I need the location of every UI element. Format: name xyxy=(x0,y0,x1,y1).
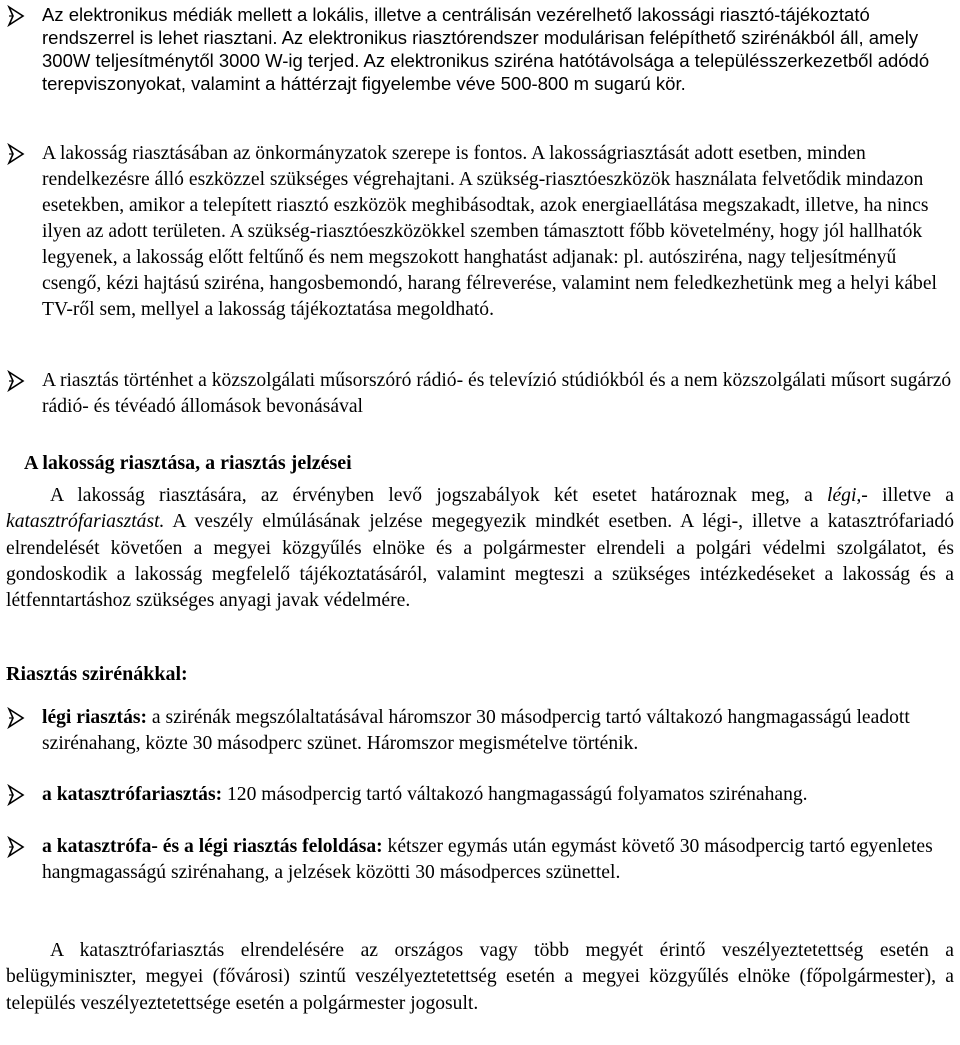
arrowhead-bullet-icon xyxy=(6,784,26,806)
bullet-bold-term: a katasztrófariasztás: xyxy=(42,784,223,805)
arrowhead-bullet-icon xyxy=(6,370,26,392)
bullet-text: A riasztás történhet a közszolgálati műsorszóró rádió- és televízió stúdiókból és a nem közszolgálati műsort sugárzó rádió- és tévéadó állomások bevonásával xyxy=(42,370,952,417)
arrowhead-bullet-icon xyxy=(6,836,26,858)
bullet-description: a szirénák megszólaltatásával háromszor 30 másodpercig tartó váltakozó hangmagasságú leadott szirénahang, közte 30 másodperc szünet. Háromszor megismételve történik. xyxy=(42,707,910,754)
bullet-bold-term: a katasztrófa- és a légi riasztás feloldása: xyxy=(42,836,383,857)
bullet-item xyxy=(6,3,956,95)
final-para-text: A katasztrófariasztás elrendelésére az országos vagy több megyét érintő veszélyeztetettség esetén a belügyminiszter, megyei (fővárosi) szintű veszélyeztetettség esetén a megyei közgyűlés elnöke (főpolgármester), a település veszélyeztetettsége esetén a polgármester jogosult. xyxy=(6,940,954,1014)
para-text-end: A veszély elmúlásának jelzése megegyezik mindkét esetben. A légi-, illetve a katasztrófariadó elrendelését követően a megyei közgyűlés elnöke és a polgármester elrendeli a polgári védelmi szolgálatot, és gondoskodik a lakosság megfelelő tájékoztatásáról, valamint megteszi a szükséges intézkedéseket a lakosság és a létfenntartáshoz szükséges anyagi javak védelmére. xyxy=(6,511,954,612)
bullet-item xyxy=(6,141,956,323)
bullet-text xyxy=(42,705,956,757)
bullet-text: Az elektronikus médiák mellett a lokális, illetve a centrálisán vezérelhető lakossági riasztó-tájékoztató rendszerrel is lehet riasztani. Az elektronikus riasztórendszer modulárisan felépíthető szirénákból áll, amely 300W teljesítménytől 3000 W-ig terjed. Az elektronikus sziréna hatótávolsága a településszerkezetből adódó terepviszonyokat, valamint a háttérzajt figyelembe véve 500-800 m sugarú kör. xyxy=(42,4,930,94)
para-text-mid: illetve a xyxy=(867,485,954,506)
body-paragraph xyxy=(6,483,954,614)
arrowhead-bullet-icon xyxy=(6,143,26,165)
para-italic-katasztrofa: katasztrófariasztást. xyxy=(6,511,165,533)
bullet-bold-term: légi riasztás: xyxy=(42,707,148,728)
section-heading: A lakosság riasztása, a riasztás jelzései xyxy=(24,452,352,474)
siren-bullet-item xyxy=(6,782,956,808)
bullet-description: 120 másodpercig tartó váltakozó hangmagasságú folyamatos szirénahang. xyxy=(222,784,808,805)
arrowhead-bullet-icon xyxy=(6,5,26,27)
arrowhead-bullet-icon xyxy=(6,707,26,729)
siren-bullet-item xyxy=(6,705,956,757)
siren-bullet-item xyxy=(6,834,956,886)
bullet-description: kétszer egymás után egymást követő 30 másodpercig tartó egyenletes hangmagasságú szirénahang, a jelzések közötti 30 másodperces szünettel. xyxy=(42,836,933,883)
para-italic-legi: légi,- xyxy=(827,485,868,506)
bullet-item xyxy=(6,368,956,420)
bullet-text xyxy=(42,834,956,886)
bullet-text: A lakosság riasztásában az önkormányzatok szerepe is fontos. A lakosságriasztását adott esetben, minden rendelkezésre álló eszközzel szükséges végrehajtani. A szükség-riasztóeszközök használata felvetődik mindazon esetekben, amikor a telepített riasztó eszközök meghibásodtak, azok energiaellátása megszakadt, illetve, ha nincs ilyen az adott területen. A szükség-riasztóeszközökkel szemben támasztott főbb követelmény, hogy jól hallhatók legyenek, a lakosság előtt feltűnő és nem megszokott hanghatást adjanak: pl. autósziréna, nagy teljesítményű csengő, kézi hajtású sziréna, hangosbemondó, harang félreverése, valamint nem feledkezhetünk meg a helyi kábel TV-ről sem, mellyel a lakosság tájékoztatása megoldható. xyxy=(42,143,937,320)
para-text-start: A lakosság riasztására, az érvényben levő jogszabályok két esetet határoznak meg, a xyxy=(50,485,828,506)
section-heading: Riasztás szirénákkal: xyxy=(6,663,188,685)
body-paragraph xyxy=(6,938,954,1017)
bullet-text xyxy=(42,782,956,808)
